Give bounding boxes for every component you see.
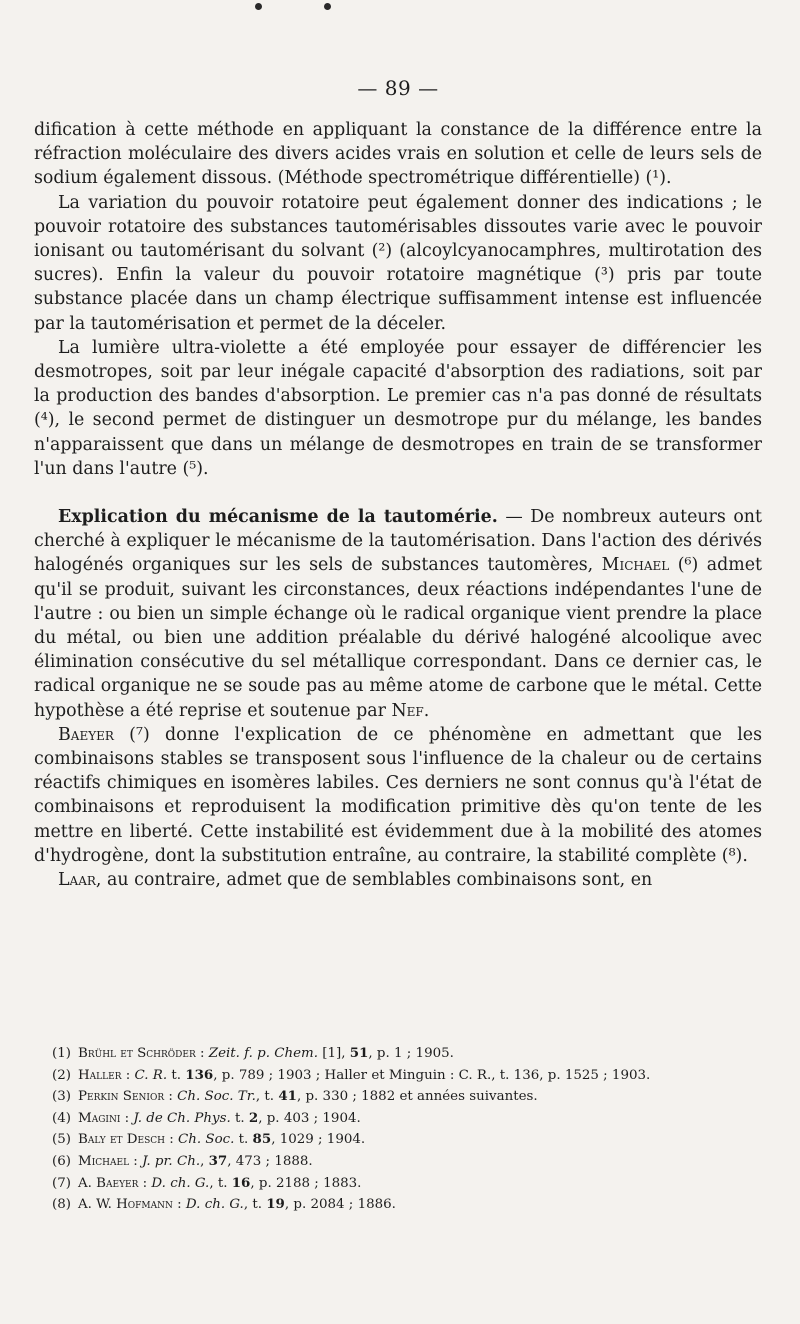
footnote: (6) Michael : J. pr. Ch., 37, 473 ; 1888.: [52, 1152, 313, 1169]
author-name: Laar: [58, 870, 96, 891]
footnote: (7) A. Baeyer : D. ch. G., t. 16, p. 2188 ; 1883.: [52, 1174, 362, 1191]
paragraph-text: (⁷) donne l'explication de ce phénomène en admettant que les combinaisons stables se transposent sous l'influence de la chaleur ou de certains réactifs chimiques en isomères labiles. Ces derniers ne sont connus qu'à l'état de combinaisons et reproduisent la modification primitive dès qu'on tente de les mettre en liberté. Cette instabilité est évidemment due à la mobilité des atomes d'hydrogène, dont la substitution entraîne, au contraire, la stabilité complète (⁸).: [34, 724, 762, 866]
footnote: (5) Baly et Desch : Ch. Soc. t. 85, 1029 ; 1904.: [52, 1131, 366, 1148]
paragraph-text: — De nombreux auteurs ont cherché à expliquer le mécanisme de la tautomérisation. Dans l'action des dérivés halogénés organiques sur les sels de substances tautomères,: [34, 507, 763, 576]
footnote: (1) Brühl et Schröder : Zeit. f. p. Chem. [1], 51, p. 1 ; 1905.: [52, 1045, 454, 1061]
paragraph-laar: [34, 868, 762, 892]
section-heading: Explication du mécanisme de la tautomérie.: [58, 507, 498, 528]
paragraph-text: (⁶) admet qu'il se produit, suivant les circonstances, deux réactions indépendantes l'une de l'autre : ou bien un simple échange où le radical organique vient prendre la place du métal, ou bien une addition préalable du dérivé halogéné alcoolique avec élimination consécutive du sel métallique correspondant. Dans ce dernier cas, le radical organique ne se soude pas au même atome de carbone que le métal. Cette hypothèse a été reprise et soutenue par: [34, 555, 762, 721]
scan-mark: [324, 3, 331, 10]
footnote: (2) Haller : C. R. t. 136, p. 789 ; 1903 ; Haller et Minguin : C. R., t. 136, p. 1525 ; 1903.: [52, 1066, 651, 1083]
author-name: Michael: [601, 555, 670, 576]
footnote: (3) Perkin Senior : Ch. Soc. Tr., t. 41, p. 330 ; 1882 et années suivantes.: [52, 1088, 538, 1105]
author-name: Baeyer: [58, 724, 114, 745]
page-number: — 89 —: [357, 76, 439, 100]
paragraph-refraction: dification à cette méthode en appliquant la constance de la différence entre la réfraction moléculaire des divers acides vrais en solution et celle de leurs sels de sodium également dissous. (Méthode spectrométrique différentielle) (¹).: [34, 120, 762, 189]
paragraph-baeyer: [34, 723, 762, 868]
paragraph-ultraviolet: La lumière ultra-violette a été employée pour essayer de différencier les desmotropes, soit par leur inégale capacité d'absorption des radiations, soit par la production des bandes d'absorption. Le premier cas n'a pas donné de résultats (⁴), le second permet de distinguer un desmotrope pur du mélange, les bandes n'apparaissent que dans un mélange de desmotropes en train de se transformer l'un dans l'autre (⁵).: [34, 337, 762, 479]
author-name: Nef: [391, 700, 424, 721]
footnotes: [52, 1043, 752, 1216]
paragraph-text: .: [423, 700, 430, 721]
footnote: (4) Magini : J. de Ch. Phys. t. 2, p. 403 ; 1904.: [52, 1109, 361, 1126]
paragraph-rotatory-power: La variation du pouvoir rotatoire peut également donner des indications ; le pouvoir rotatoire des substances tautomérisables dissoutes varie avec le pouvoir ionisant ou tautomérisant du solvant (²) (alcoylcyanocamphres, multirotation des sucres). Enfin la valeur du pouvoir rotatoire magnétique (³) pris par toute substance placée dans un champ électrique suffisamment intense est influencée par la tautomérisation et permet de la déceler.: [34, 192, 762, 334]
footnote: (8) A. W. Hofmann : D. ch. G., t. 19, p. 2084 ; 1886.: [52, 1196, 396, 1213]
paragraph-mechanism: [34, 505, 762, 723]
body-text: [34, 118, 762, 892]
paragraph-text: , au contraire, admet que de semblables combinaisons sont, en: [95, 870, 653, 891]
scan-mark: [255, 3, 262, 10]
